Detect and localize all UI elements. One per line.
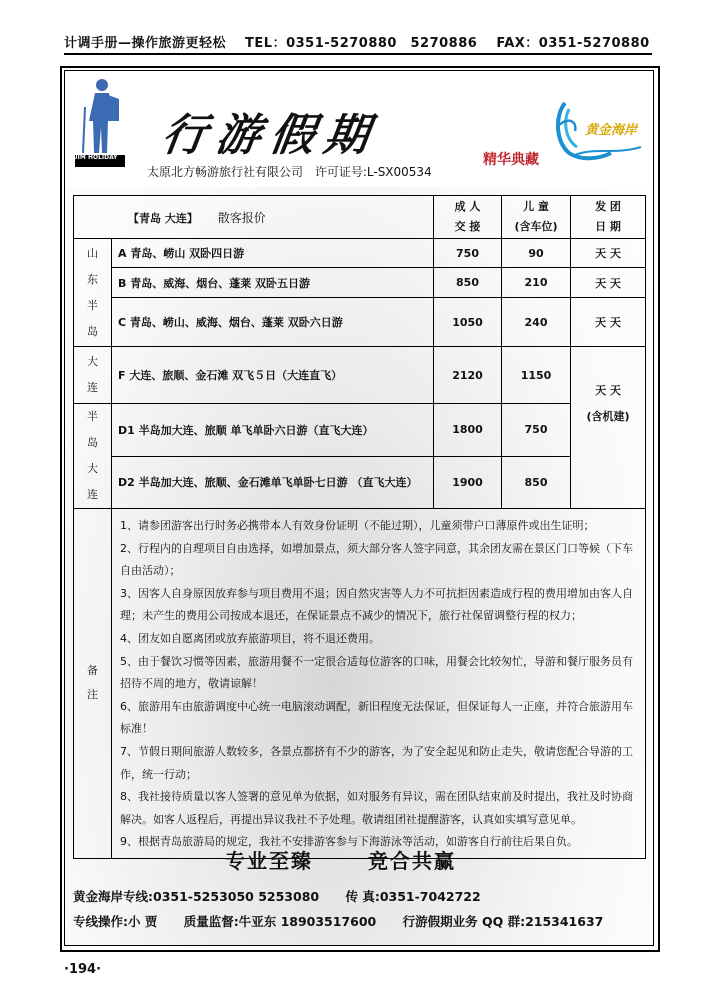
group-char: 半: [87, 410, 98, 423]
notes-list: [112, 509, 646, 859]
child-price: 850: [502, 456, 571, 509]
group-char: 岛: [87, 436, 98, 449]
route-name: A 青岛、崂山 双卧四日游: [112, 239, 434, 268]
group-char: 大: [87, 355, 98, 368]
child-price: 750: [502, 404, 571, 457]
table-row: [74, 456, 646, 509]
col-adult-header: [434, 196, 502, 239]
group-char: 连: [87, 381, 98, 394]
note-item: 4、团友如自愿离团或放弃旅游项目，将不退还费用。: [120, 631, 380, 645]
logo-right-text: 黄金海岸: [585, 123, 638, 138]
slogan-right: 竞合共赢: [367, 849, 456, 873]
route-name: D2 半岛加大连、旅顺、金石滩单飞单卧七日游 （直飞大连）: [112, 456, 434, 509]
adult-price: 1900: [434, 456, 502, 509]
departure: 天 天: [571, 298, 646, 347]
top-divider: [64, 53, 652, 55]
departure: 天 天: [571, 239, 646, 268]
note-item: 8、我社接待质量以客人签署的意见单为依据，如对服务有异议，需在团队结束前及时提出，我社及时协商解决。如客人返程后，再提出异议我社不予处理。敬请组团社提醒游客，认真如实填写意见单。: [120, 790, 633, 826]
departure-note: (含机建): [571, 404, 646, 509]
license-number: 许可证号:L-SX00534: [314, 165, 432, 179]
col-dep-line1: 发 团: [595, 200, 621, 213]
table-title-cell: [74, 196, 434, 239]
note-item: 6、旅游用车由旅游调度中心统一电脑滚动调配，新旧程度无法保证，但保证每人一正座，并符合旅游用车标准！: [120, 699, 633, 736]
fax-number: 传 真:0351-7042722: [345, 889, 481, 904]
group-char: 山: [87, 246, 98, 260]
qq-group: 行游假期业务 QQ 群:215341637: [402, 914, 604, 929]
notes-label: [74, 509, 112, 859]
top-bar-slogan: 计调手册—操作旅游更轻松: [64, 36, 227, 51]
table-row: [74, 298, 646, 347]
col-child-header: [502, 196, 571, 239]
adult-price: 2120: [434, 347, 502, 404]
route-name: C 青岛、崂山、威海、烟台、蓬莱 双卧六日游: [112, 298, 434, 347]
table-subtitle: 散客报价: [217, 210, 266, 225]
route-name: D1 半岛加大连、旅顺 单飞单卧六日游（直飞大连）: [112, 404, 434, 457]
company-line: [147, 163, 432, 180]
contact-line-1: [73, 887, 503, 905]
route-name: B 青岛、威海、烟台、蓬莱 双卧五日游: [112, 268, 434, 298]
group-char: 岛: [87, 324, 98, 338]
flyer-header: [65, 71, 653, 187]
group-char: 连: [87, 488, 98, 501]
col-child-line1: 儿 童: [523, 200, 549, 213]
adult-price: 850: [434, 268, 502, 298]
col-adult-line2: 交 接: [454, 220, 481, 233]
table-row: [74, 239, 646, 268]
note-item: 1、请参团游客出行时务必携带本人有效身份证明（不能过期），儿童须带户口薄原件或出生证明；: [120, 519, 595, 532]
contact-line-2: [73, 912, 625, 930]
note-item: 9、根据青岛旅游局的规定，我社不安排游客参与下海游泳等活动，如游客自行前往后果自负。: [120, 835, 578, 849]
note-item: 5、由于餐饮习惯等因素，旅游用餐不一定很合适每位游客的口味，用餐会比较匆忙，导游和餐厅服务员有招待不周的地方，敬请谅解！: [120, 654, 633, 691]
table-row: [74, 347, 646, 404]
child-price: 210: [502, 268, 571, 298]
slogan: [225, 845, 502, 874]
group-char: 东: [87, 272, 98, 286]
page-number: ·194·: [64, 962, 102, 977]
table-row: [74, 404, 646, 457]
adult-price: 1050: [434, 298, 502, 347]
child-price: 90: [502, 239, 571, 268]
top-bar-fax: FAX：0351-5270880: [496, 36, 650, 51]
logo-left-text: SUIM HOLIDAY: [68, 154, 118, 161]
table-header-row: [74, 196, 646, 239]
adult-price: 1800: [434, 404, 502, 457]
group-char: 大: [87, 462, 98, 475]
top-bar-tel: TEL：0351-5270880 5270886: [245, 36, 478, 51]
table-title: 【青岛 大连】: [128, 211, 198, 225]
col-departure-header: [571, 196, 646, 239]
collection-label: 精华典藏: [483, 152, 539, 168]
departure: 天 天: [571, 347, 646, 404]
notes-row: [74, 509, 646, 859]
slogan-left: 专业至臻: [225, 849, 313, 873]
price-table: [73, 195, 646, 859]
child-price: 240: [502, 298, 571, 347]
adult-price: 750: [434, 239, 502, 268]
child-price: 1150: [502, 347, 571, 404]
group-shandong: [74, 239, 112, 347]
note-item: 3、因客人自身原因放弃参与项目费用不退；因自然灾害等人力不可抗拒因素造成行程的费用增加由客人自理；未产生的费用公司按成本退还，在保证景点不减少的情况下，旅行社保留调整行程的权力；: [120, 586, 633, 623]
quality-supervisor: 质量监督:牛亚东 18903517600: [183, 914, 377, 929]
group-char: 半: [87, 298, 98, 312]
col-dep-line2: 日 期: [595, 220, 621, 233]
route-name: F 大连、旅顺、金石滩 双飞５日（大连直飞）: [112, 347, 434, 404]
col-adult-line1: 成 人: [454, 200, 481, 213]
flyer-panel: [64, 70, 654, 946]
note-item: 2、行程内的自理项目自由选择，如增加景点，须大部分客人签字同意，其余团友需在景区门口等候（下车自由活动）；: [120, 541, 633, 578]
departure: 天 天: [571, 268, 646, 298]
notes-label-char: 备: [87, 664, 98, 678]
col-child-line2: (含车位): [514, 220, 558, 233]
hotline: 黄金海岸专线:0351-5253050 5253080: [73, 889, 320, 904]
brand-title: 行游假期: [158, 110, 382, 161]
group-peninsula-dalian: [74, 404, 112, 509]
top-bar: [64, 32, 652, 54]
group-dalian: [74, 347, 112, 404]
operator: 专线操作:小 贾: [73, 914, 158, 929]
table-row: [74, 268, 646, 298]
company-name: 太原北方畅游旅行社有限公司: [147, 165, 304, 179]
notes-label-char: 注: [87, 688, 98, 702]
note-item: 7、节假日期间旅游人数较多，各景点都挤有不少的游客，为了安全起见和防止走失，敬请您配合导游的工作，统一行动；: [120, 744, 633, 781]
